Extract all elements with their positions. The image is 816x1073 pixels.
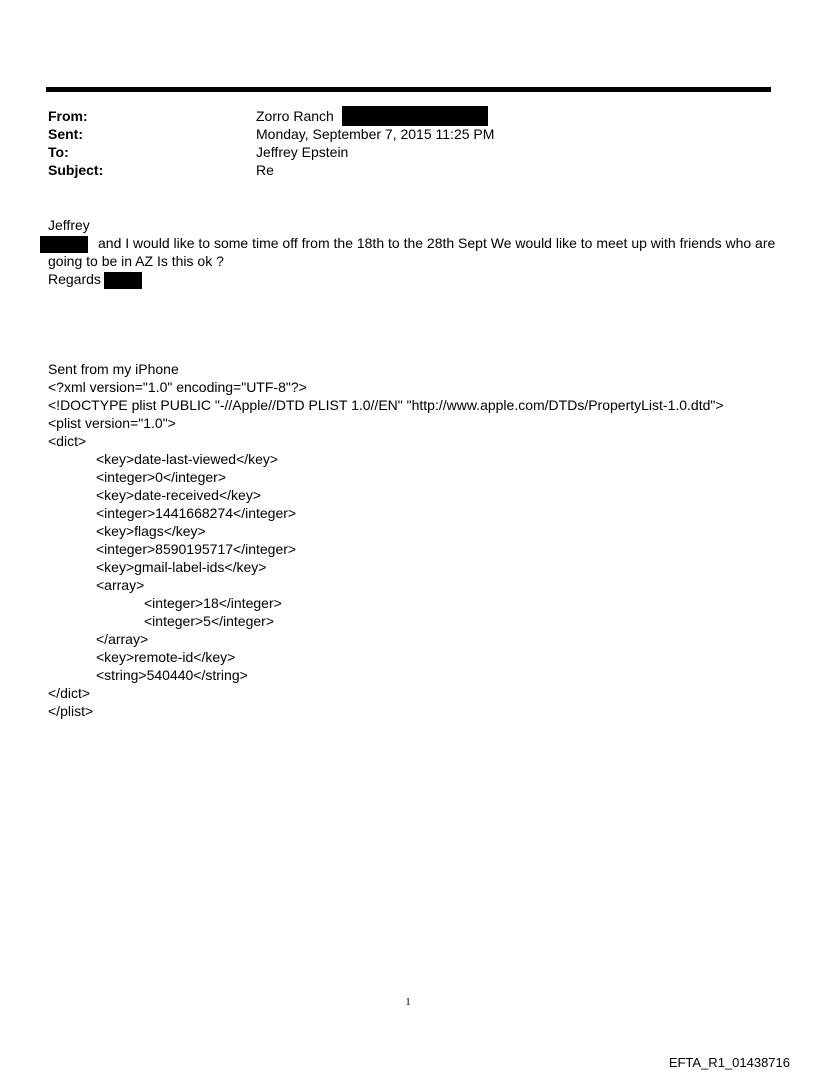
plist-line: </array>	[96, 631, 149, 647]
to-value: Jeffrey Epstein	[256, 144, 349, 160]
plist-line: <key>date-received</key>	[96, 487, 261, 503]
bates-number: EFTA_R1_01438716	[668, 1055, 790, 1070]
to-label: To:	[48, 144, 69, 160]
plist-line: <string>540440</string>	[96, 667, 248, 683]
redaction-box	[104, 272, 142, 289]
subject-row	[48, 161, 494, 179]
plist-line: <integer>1441668274</integer>	[96, 505, 297, 521]
sent-label: Sent:	[48, 126, 83, 142]
plist-line: <integer>5</integer>	[144, 613, 274, 629]
plist-lines	[48, 378, 724, 720]
from-name: Zorro Ranch	[256, 108, 334, 124]
plist-line: <dict>	[48, 433, 87, 449]
subject-label: Subject:	[48, 162, 104, 178]
closing-text: Regards	[48, 271, 101, 287]
plist-line: <array>	[96, 577, 145, 593]
plist-line: <integer>18</integer>	[144, 595, 282, 611]
to-row	[48, 143, 494, 161]
plist-line: <key>remote-id</key>	[96, 649, 236, 665]
redaction-box	[40, 236, 88, 253]
greeting: Jeffrey	[48, 217, 90, 233]
from-label: From:	[48, 108, 88, 124]
signature-line: Sent from my iPhone	[48, 361, 179, 377]
body-line-2: going to be in AZ Is this ok ?	[48, 253, 224, 269]
from-value	[256, 107, 488, 125]
plist-line: <?xml version="1.0" encoding="UTF-8"?>	[48, 379, 307, 395]
plist-line: <plist version="1.0">	[48, 415, 176, 431]
page-number: 1	[405, 996, 411, 1008]
plist-line: <key>date-last-viewed</key>	[96, 451, 279, 467]
plist-line: <key>flags</key>	[96, 523, 206, 539]
from-row	[48, 107, 494, 125]
sent-row	[48, 125, 494, 143]
plist-line: <key>gmail-label-ids</key>	[96, 559, 267, 575]
plist-metadata	[48, 360, 724, 720]
subject-value: Re	[256, 162, 274, 178]
body-line-1	[48, 234, 778, 252]
plist-line: </plist>	[48, 703, 94, 719]
header-divider	[46, 87, 771, 92]
closing-line	[48, 270, 778, 288]
plist-line: <!DOCTYPE plist PUBLIC "-//Apple//DTD PLIST 1.0//EN" "http://www.apple.com/DTDs/PropertyList-1.0.dtd">	[48, 397, 724, 413]
plist-line: <integer>0</integer>	[96, 469, 226, 485]
redaction-box	[342, 106, 488, 126]
plist-line: </dict>	[48, 685, 91, 701]
body-line-1-text: and I would like to some time off from the 18th to the 28th Sept We would like to meet up with friends who are	[98, 235, 776, 251]
plist-line: <integer>8590195717</integer>	[96, 541, 297, 557]
sent-value: Monday, September 7, 2015 11:25 PM	[256, 126, 495, 142]
email-header	[48, 107, 494, 179]
email-body	[48, 216, 778, 288]
